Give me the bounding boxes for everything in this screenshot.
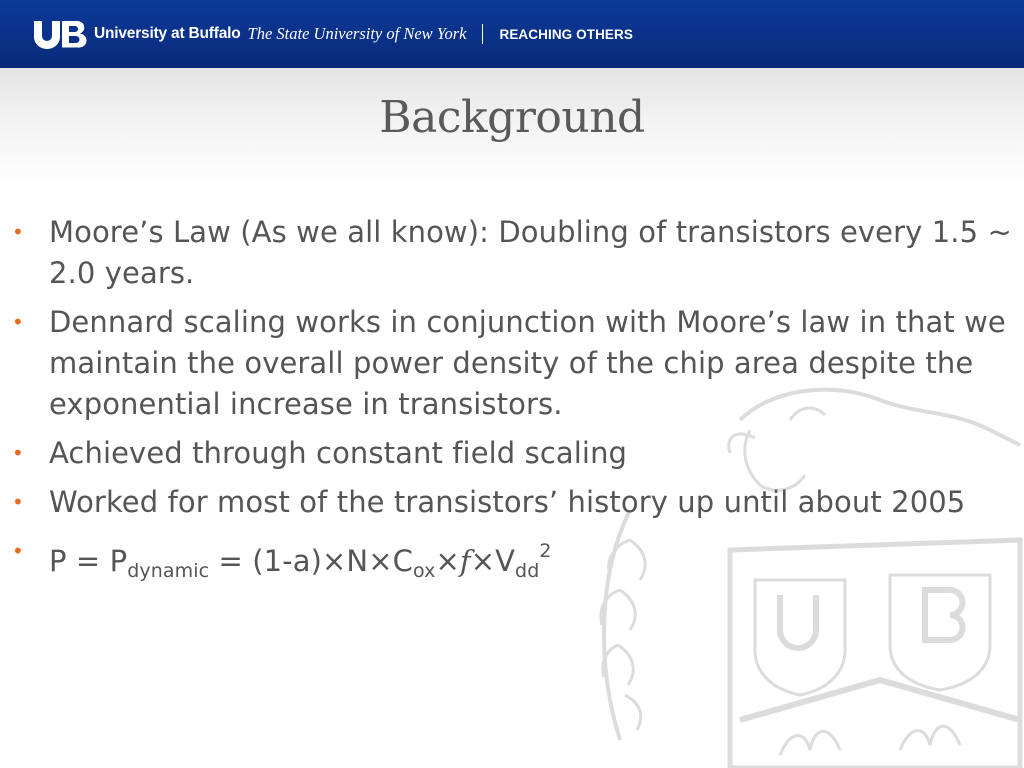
bullet-item <box>10 212 1020 294</box>
bullet-list <box>10 212 1020 600</box>
bullet-item-formula <box>10 531 1020 592</box>
bullet-text: Achieved through constant field scaling <box>49 436 628 470</box>
bullet-dot-icon: • <box>12 220 24 244</box>
bullet-text: Moore’s Law (As we all know): Doubling of transistors every 1.5 ~ 2.0 years. <box>49 215 1012 290</box>
bullet-dot-icon: • <box>12 310 24 334</box>
header-banner <box>0 0 1024 68</box>
bullet-item <box>10 302 1020 425</box>
slide-title: Background <box>379 92 645 143</box>
bullet-item <box>10 433 1020 474</box>
bullet-dot-icon: • <box>12 539 24 563</box>
ub-logo-icon <box>32 19 90 49</box>
power-formula: $P = P_{dynamic} = (1-a)\times N\times C_{ox}\times f\times V_{dd}^2$ <box>49 540 552 582</box>
bullet-dot-icon: • <box>12 490 24 514</box>
tagline: REACHING OTHERS <box>499 26 633 42</box>
banner-divider <box>482 24 483 44</box>
university-name: University at Buffalo <box>94 25 241 42</box>
bullet-text: Dennard scaling works in conjunction with Moore’s law in that we maintain the overall power density of the chip area despite the exponential increase in transistors. <box>49 305 1006 421</box>
bullet-dot-icon: • <box>12 441 24 465</box>
bullet-item <box>10 482 1020 523</box>
suny-name: The State University of New York <box>247 24 467 43</box>
bullet-text: Worked for most of the transistors’ history up until about 2005 <box>49 485 966 519</box>
